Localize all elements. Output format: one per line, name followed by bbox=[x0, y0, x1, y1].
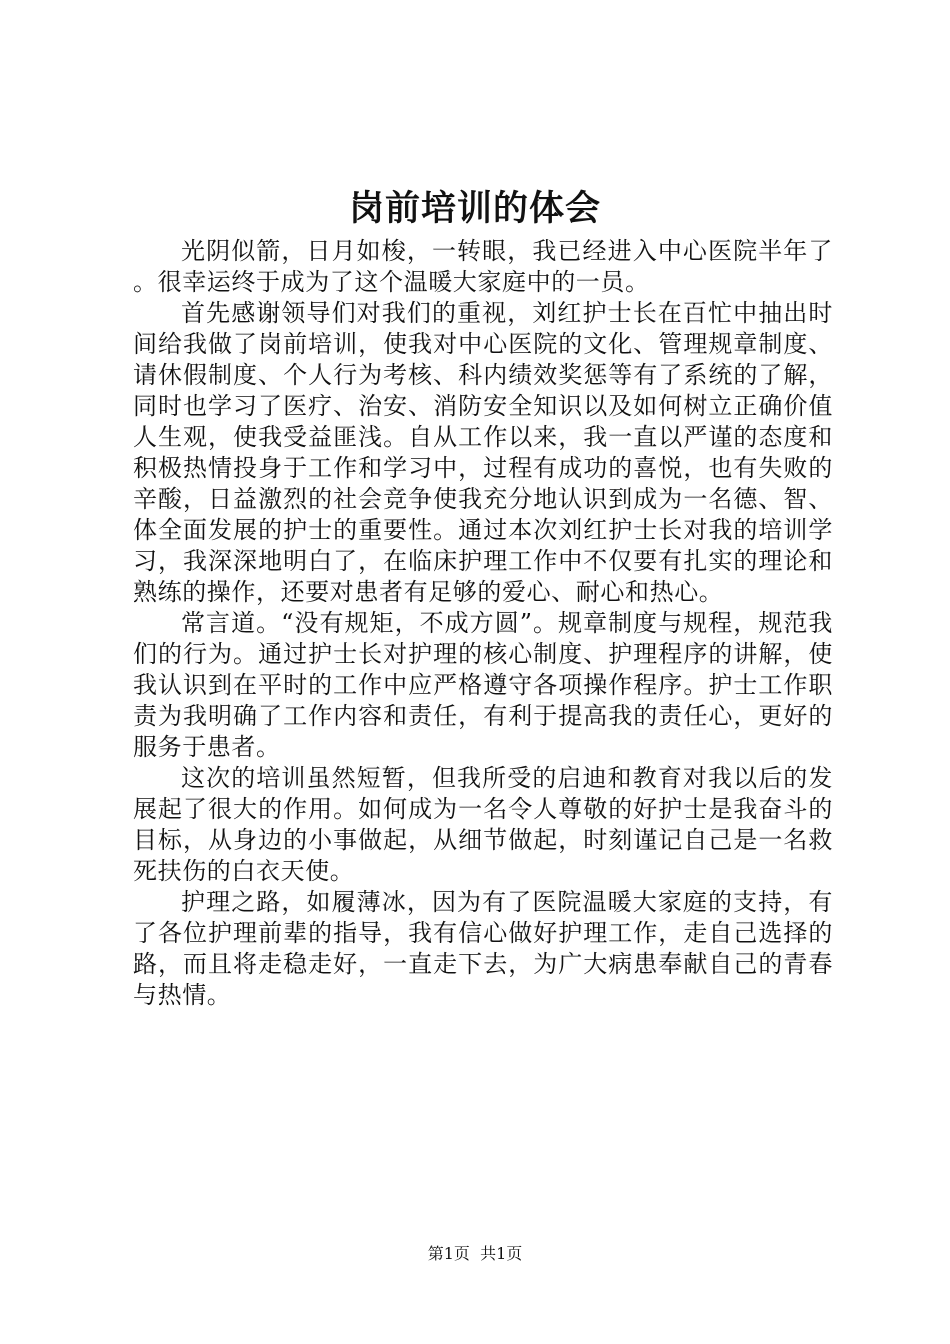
paragraph: 常言道。“没有规矩，不成方圆”。规章制度与规程，规范我们的行为。通过护士长对护理的核心制度、护理程序的讲解，使我认识到在平时的工作中应严格遵守各项操作程序。护士工作职责为我明确了工作内容和责任，有利于提高我的责任心，更好的服务于患者。 bbox=[133, 609, 833, 761]
paragraph: 这次的培训虽然短暂，但我所受的启迪和教育对我以后的发展起了很大的作用。如何成为一名令人尊敬的好护士是我奋斗的目标，从身边的小事做起，从细节做起，时刻谨记自己是一名救死扶伤的白衣天使。 bbox=[133, 764, 833, 885]
paragraph: 光阴似箭，日月如梭，一转眼，我已经进入中心医院半年了。很幸运终于成为了这个温暖大家庭中的一员。 bbox=[133, 237, 833, 296]
page-number-footer: 第1页 共1页 bbox=[427, 1244, 523, 1263]
document-title: 岗前培训的体会 bbox=[348, 189, 601, 229]
paragraph: 首先感谢领导们对我们的重视，刘红护士长在百忙中抽出时间给我做了岗前培训，使我对中心医院的文化、管理规章制度、请休假制度、个人行为考核、科内绩效奖惩等有了系统的了解，同时也学习了医疗、治安、消防安全知识以及如何树立正确价值人生观，使我受益匪浅。自从工作以来，我一直以严谨的态度和积极热情投身于工作和学习中，过程有成功的喜悦，也有失败的辛酸，日益激烈的社会竞争使我充分地认识到成为一名德、智、体全面发展的护士的重要性。通过本次刘红护士长对我的培训学习，我深深地明白了，在临床护理工作中不仅要有扎实的理论和熟练的操作，还要对患者有足够的爱心、耐心和热心。 bbox=[133, 299, 833, 606]
paragraph: 护理之路，如履薄冰，因为有了医院温暖大家庭的支持，有了各位护理前辈的指导，我有信心做好护理工作，走自己选择的路，而且将走稳走好，一直走下去，为广大病患奉献自己的青春与热情。 bbox=[133, 888, 833, 1009]
document-body bbox=[133, 236, 833, 1011]
